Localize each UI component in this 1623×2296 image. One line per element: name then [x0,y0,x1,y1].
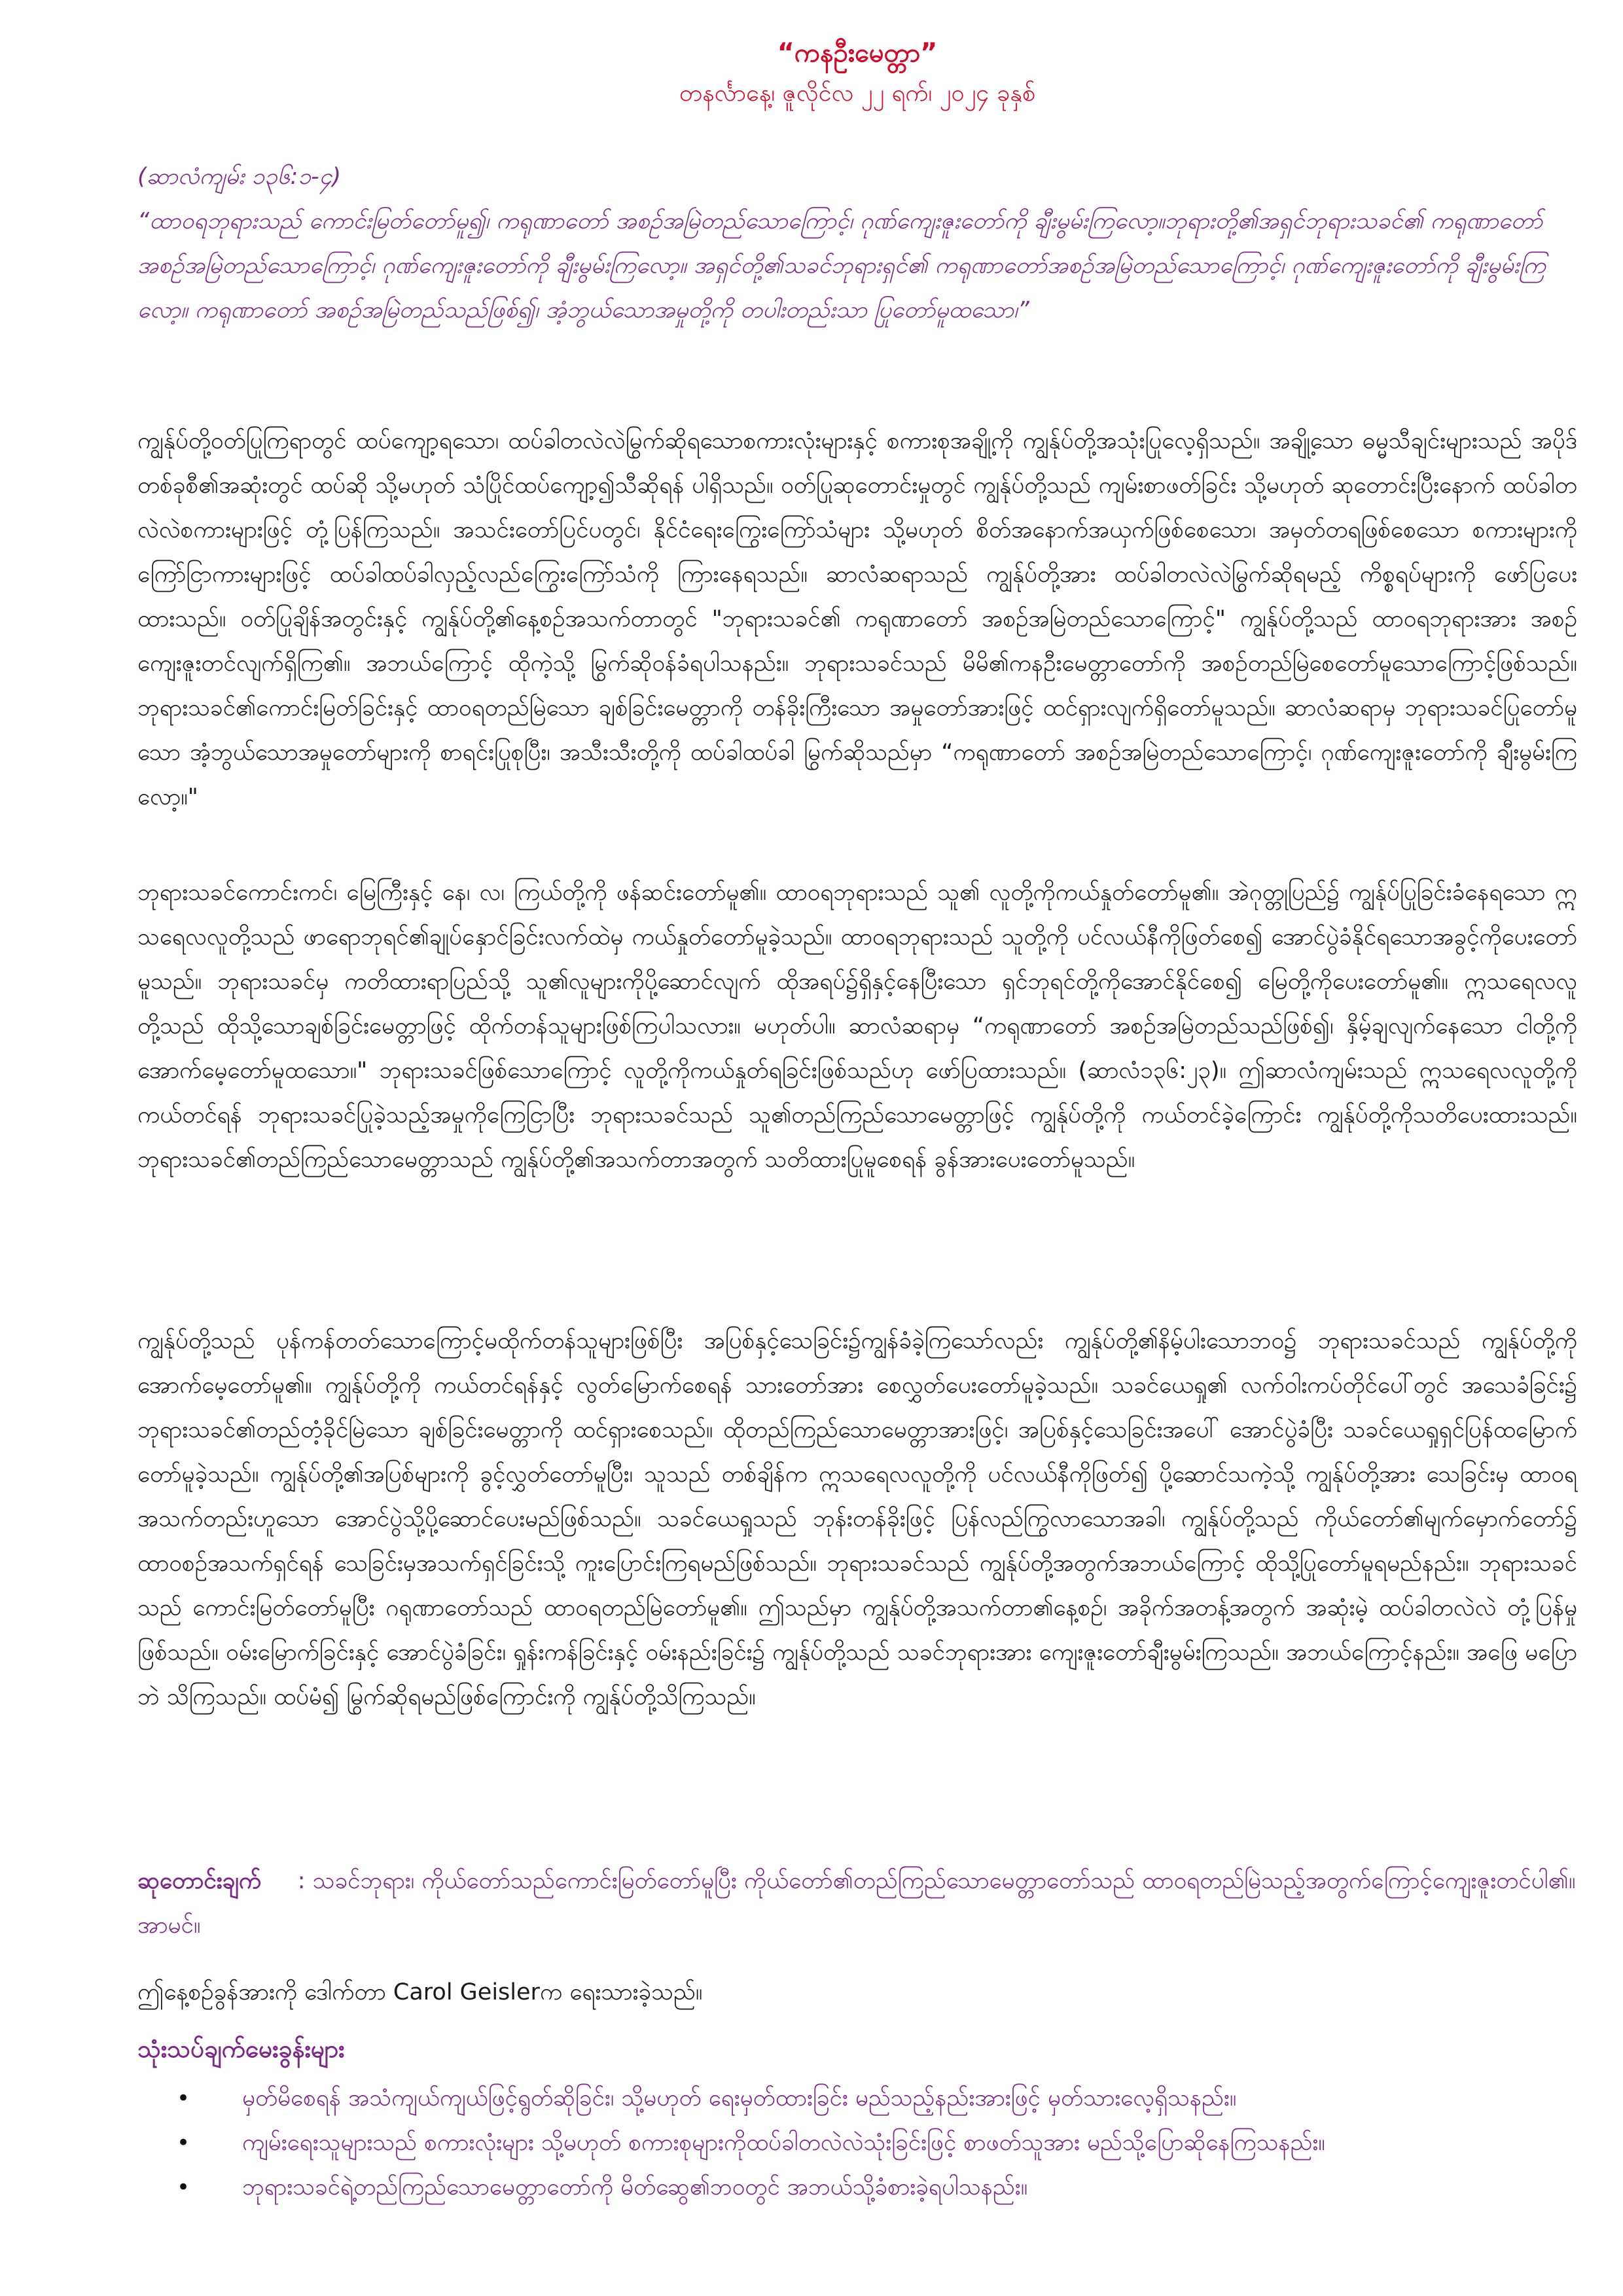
body-paragraph-1: ကျွန်ုပ်တို့ဝတ်ပြုကြရာတွင် ထပ်ကျော့ရသော၊ ထပ်ခါတလဲလဲမြွက်ဆိုရသောစကားလုံးများနှင့် စကားစုအချို့ကို ကျွန်ုပ်တို့အသုံးပြုလေ့ရှိသည်။ အချို့သော ဓမ္မသီချင်းများသည် အပိုဒ်တစ်ခုစီ၏အဆုံးတွင် ထပ်ဆို သို့မဟုတ် သံပြိုင်ထပ်ကျော့၍သီဆိုရန် ပါရှိသည်။ ဝတ်ပြုဆုတောင်းမှုတွင် ကျွန်ုပ်တို့သည် ကျမ်းစာဖတ်ခြင်း သို့မဟုတ် ဆုတောင်းပြီးနောက် ထပ်ခါတလဲလဲစကားများဖြင့် တုံ့ပြန်ကြသည်။ အသင်းတော်ပြင်ပတွင်၊ နိုင်ငံရေးကြွေးကြော်သံများ သို့မဟုတ် စိတ်အနောက်အယှက်ဖြစ်စေသော၊ အမှတ်တရဖြစ်စေသော စကားများကို ကြော်ငြာကားများဖြင့် ထပ်ခါထပ်ခါလှည့်လည်ကြွေးကြော်သံကို ကြားနေရသည်။ ဆာလံဆရာသည် ကျွန်ုပ်တို့အား ထပ်ခါတလဲလဲမြွက်ဆိုရမည့် ကိစ္စရပ်များကို ဖော်ပြပေးထားသည်။ ဝတ်ပြုချိန်အတွင်းနှင့် ကျွန်ုပ်တို့၏နေ့စဉ်အသက်တာတွင် "ဘုရားသခင်၏ ကရုဏာတော် အစဉ်အမြဲတည်သောကြောင့်" ကျွန်ုပ်တို့သည် ထာဝရဘုရားအား အစဉ်ကျေးဇူးတင်လျက်ရှိကြ၏။ အဘယ်ကြောင့် ထိုကဲ့သို့ မြွက်ဆိုဝန်ခံရပါသနည်း။ ဘုရားသခင်သည် မိမိ၏ကနဦးမေတ္တာတော်ကို အစဉ်တည်မြဲစေတော်မူသောကြောင့်ဖြစ်သည်။ ဘုရားသခင်၏ကောင်းမြတ်ခြင်းနှင့် ထာဝရတည်မြဲသော ချစ်ခြင်းမေတ္တာကို တန်ခိုးကြီးသော အမှုတော်အားဖြင့် ထင်ရှားလျက်ရှိတော်မူသည်။ ဆာလံဆရာမှ ဘုရားသခင်ပြုတော်မူသော အံ့ဘွယ်သောအမှုတော်များကို စာရင်းပြုစုပြီး၊ အသီးသီးတို့ကို ထပ်ခါထပ်ခါ မြွက်ဆိုသည်မှာ “ကရုဏာတော် အစဉ်အမြဲတည်သောကြောင့်၊ ဂုဏ်ကျေးဇူးတော်ကို ချီးမွမ်းကြလော့။" [137,428,1577,810]
page-title: “ကနဦးမေတ္တာ” [777,38,938,68]
scripture-reference: (ဆာလံကျမ်း ၁၃၆:၁-၄) [137,164,342,190]
question-text: ကျမ်းရေးသူများသည် စကားလုံးများ သို့မဟုတ် စကားစုများကိုထပ်ခါတလဲလဲသုံးခြင်းဖြင့် စာဖတ်သူအား မည်သို့ပြောဆိုနေကြသနည်း။ [242,2130,1325,2156]
prayer-text: : သခင်ဘုရား၊ ကိုယ်တော်သည်ကောင်းမြတ်တော်မူပြီး ကိုယ်တော်၏တည်ကြည်သောမေတ္တာတော်သည် ထာဝရတည်မြဲသည့်အတွက်ကြောင့်ကျေးဇူးတင်ပါ၏။ အာမင်။ [137,1868,1576,1939]
scripture-block [137,154,1577,332]
body-paragraph-2: ဘုရားသခင်ကောင်းကင်၊ မြေကြီးနှင့် နေ၊ လ၊ ကြယ်တို့ကို ဖန်ဆင်းတော်မူ၏။ ထာဝရဘုရားသည် သူ၏ လူတို့ကိုကယ်နှုတ်တော်မူ၏။ အဲဂုတ္တုပြည်၌ ကျွန်ုပ်ပြုခြင်းခံနေရသော ဣသရေလလူတို့သည် ဖာရောဘုရင်၏ချုပ်နှောင်ခြင်းလက်ထဲမှ ကယ်နှုတ်တော်မူခဲ့သည်။ ထာဝရဘုရားသည် သူတို့ကို ပင်လယ်နီကိုဖြတ်စေ၍ အောင်ပွဲခံနိုင်ရသောအခွင့်ကိုပေးတော်မူသည်။ ဘုရားသခင်မှ ကတိထားရာပြည်သို့ သူ၏လူများကိုပို့ဆောင်လျက် ထိုအရပ်၌ရှိနှင့်နေပြီးသော ရှင်ဘုရင်တို့ကိုအောင်နိုင်စေ၍ မြေတို့ကိုပေးတော်မူ၏။ ဣသရေလလူတို့သည် ထိုသို့သောချစ်ခြင်းမေတ္တာဖြင့် ထိုက်တန်သူများဖြစ်ကြပါသလား။ မဟုတ်ပါ။ ဆာလံဆရာမှ “ကရုဏာတော် အစဉ်အမြဲတည်သည်ဖြစ်၍၊ နှိမ့်ချလျက်နေသော ငါတို့ကို အောက်မေ့တော်မူထသော။" ဘုရားသခင်ဖြစ်သောကြောင့် လူတို့ကိုကယ်နှုတ်ရခြင်းဖြစ်သည်ဟု ဖော်ပြထားသည်။ (ဆာလံ၁၃၆:၂၃)။ ဤဆာလံကျမ်းသည် ဣသရေလလူတို့ကို ကယ်တင်ရန် ဘုရားသခင်ပြုခဲ့သည့်အမှုကိုကြေငြာပြီး ဘုရားသခင်သည် သူ၏တည်ကြည်သောမေတ္တာဖြင့် ကျွန်ုပ်တို့ကို ကယ်တင်ခဲ့ကြောင်း ကျွန်ုပ်တို့ကိုသတိပေးထားသည်။ ဘုရားသခင်၏တည်ကြည်သောမေတ္တာသည် ကျွန်ုပ်တို့၏အသက်တာအတွက် သတိထားပြုမူစေရန် ခွန်အားပေးတော်မူသည်။ [137,880,1577,1173]
list-item [137,2165,1577,2210]
questions-heading: သုံးသပ်ချက်မေးခွန်းများ [137,2035,345,2063]
bullet-icon: • [177,2085,190,2111]
date-line: တနင်္လာနေ့၊ ဇူလိုင်လ ၂၂ ရက်၊ ၂၀၂၄ ခုနှစ် [679,80,1036,107]
question-text: မှတ်မိစေရန် အသံကျယ်ကျယ်ဖြင့်ရွတ်ဆိုခြင်း၊ သို့မဟုတ် ရေးမှတ်ထားခြင်း မည်သည့်နည်းအားဖြင့် မှတ်သားလေ့ရှိသနည်း။ [242,2085,1237,2111]
question-text: ဘုရားသခင်ရဲ့တည်ကြည်သောမေတ္တာတော်ကို မိတ်ဆွေ၏ဘဝတွင် အဘယ်သို့ခံစားခဲ့ရပါသနည်း။ [242,2174,1028,2200]
scripture-text: “ထာဝရဘုရားသည် ကောင်းမြတ်တော်မူ၍၊ ကရုဏာတော် အစဉ်အမြဲတည်သောကြောင့်၊ ဂုဏ်ကျေးဇူးတော်ကို ချီးမွမ်းကြလော့။ဘုရားတို့၏အရှင်ဘုရားသခင်၏ ကရုဏာတော်အစဉ်အမြဲတည်သောကြောင့်၊ ဂုဏ်ကျေးဇူးတော်ကို ချီးမွမ်းကြလော့။ အရှင်တို့၏သခင်ဘုရားရှင်၏ ကရုဏာတော်အစဉ်အမြဲတည်သောကြောင့်၊ ဂုဏ်ကျေးဇူးတော်ကို ချီးမွမ်းကြလော့။ ကရုဏာတော် အစဉ်အမြဲတည်သည်ဖြစ်၍၊ အံ့ဘွယ်သောအမှုတို့ကို တပါးတည်းသာ ပြုတော်မူထသော၊” [137,208,1546,323]
list-item [137,2121,1577,2165]
prayer-label: ဆုတောင်းချက် [137,1868,262,1894]
author-note: ဤနေ့စဉ်ခွန်အားကို ဒေါက်တာ Carol Geislerက ရေးသားခဲ့သည်။ [137,1979,703,2005]
list-item [137,2076,1577,2121]
bullet-icon: • [177,2174,190,2200]
body-paragraph-3: ကျွန်ုပ်တို့သည် ပုန်ကန်တတ်သောကြောင့်မထိုက်တန်သူများဖြစ်ပြီး အပြစ်နှင့်သေခြင်း၌ကျွန်ခံခဲ့ကြသော်လည်း ကျွန်ုပ်တို့၏နိမ့်ပါးသောဘဝ၌ ဘုရားသခင်သည် ကျွန်ုပ်တို့ကိုအောက်မေ့တော်မူ၏။ ကျွန်ုပ်တို့ကို ကယ်တင်ရန်နှင့် လွတ်မြောက်စေရန် သားတော်အား စေလွှတ်ပေးတော်မူခဲ့သည်။ သခင်ယေရှု၏ လက်ဝါးကပ်တိုင်ပေါ်တွင် အသေခံခြင်း၌ ဘုရားသခင်၏တည်တံ့ခိုင်မြဲသော ချစ်ခြင်းမေတ္တာကို ထင်ရှားစေသည်။ ထိုတည်ကြည်သောမေတ္တာအားဖြင့်၊ အပြစ်နှင့်သေခြင်းအပေါ် အောင်ပွဲခံပြီး သခင်ယေရှုရှင်ပြန်ထမြောက်တော်မူခဲ့သည်။ ကျွန်ုပ်တို့၏အပြစ်များကို ခွင့်လွှတ်တော်မူပြီး၊ သူသည် တစ်ချိန်က ဣသရေလလူတို့ကို ပင်လယ်နီကိုဖြတ်၍ ပို့ဆောင်သကဲ့သို့ ကျွန်ုပ်တို့အား သေခြင်းမှ ထာဝရအသက်တည်းဟူသော အောင်ပွဲသို့ပို့ဆောင်ပေးမည်ဖြစ်သည်။ သခင်ယေရှုသည် ဘုန်းတန်ခိုးဖြင့် ပြန်လည်ကြွလာသောအခါ၊ ကျွန်ုပ်တို့သည် ကိုယ်တော်၏မျက်မှောက်တော်၌ ထာဝစဉ်အသက်ရှင်ရန် သေခြင်းမှအသက်ရှင်ခြင်းသို့ ကူးပြောင်းကြရမည်ဖြစ်သည်။ ဘုရားသခင်သည် ကျွန်ုပ်တို့အတွက်အဘယ်ကြောင့် ထိုသို့ပြုတော်မူရမည်နည်း။ ဘုရားသခင်သည် ကောင်းမြတ်တော်မူပြီး ဂရုဏာတော်သည် ထာဝရတည်မြဲတော်မူ၏။ ဤသည်မှာ ကျွန်ုပ်တို့အသက်တာ၏နေ့စဉ်၊ အခိုက်အတန့်အတွက် အဆုံးမဲ့ ထပ်ခါတလဲလဲ တုံ့ပြန်မှုဖြစ်သည်။ ဝမ်းမြောက်ခြင်းနှင့် အောင်ပွဲခံခြင်း၊ ရှုန်းကန်ခြင်းနှင့် ဝမ်းနည်းခြင်း၌ ကျွန်ုပ်တို့သည် သခင်ဘုရားအား ကျေးဇူးတော်ချီးမွမ်းကြသည်။ အဘယ်ကြောင့်နည်း။ အဖြေ မပြောဘဲ သိကြသည်။ ထပ်မံ၍ မြွက်ဆိုရမည်ဖြစ်ကြောင်းကို ကျွန်ုပ်တို့သိကြသည်။ [137,1328,1577,1710]
prayer [137,1859,1577,1948]
questions-list [137,2076,1577,2210]
bullet-icon: • [177,2130,190,2156]
